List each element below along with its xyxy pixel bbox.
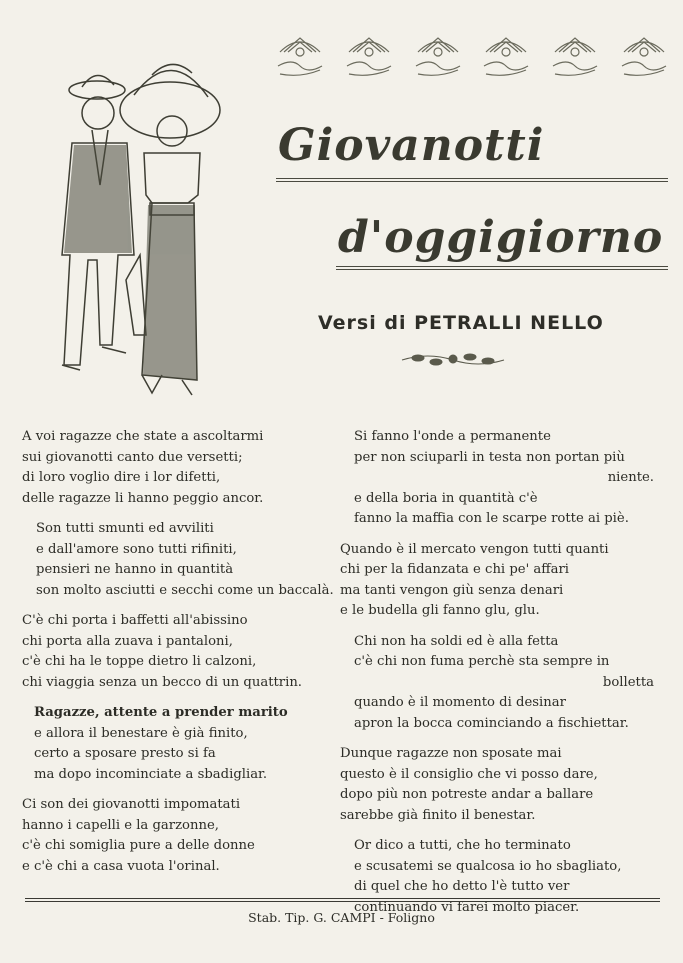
- verse-line: bolletta: [602, 674, 654, 690]
- verse-line: certo a sposare presto si fa: [34, 746, 216, 761]
- verse-line: sarebbe già finito il benestar.: [340, 807, 536, 823]
- verse-line: A voi ragazze che state a ascoltarmi: [22, 429, 264, 444]
- flower-ornament-icon: [478, 30, 534, 82]
- verse-line: chi porta alla zuava i pantaloni,: [22, 633, 233, 649]
- stanza: [340, 836, 658, 918]
- verse-line: C'è chi porta i baffetti all'abissino: [22, 613, 248, 628]
- verse-line: per non sciuparli in testa non portan più: [354, 449, 625, 465]
- stanza: [22, 427, 342, 509]
- title-line-2: d'oggigiorno: [338, 212, 664, 263]
- stanza: [22, 703, 342, 785]
- flower-ornament-icon: [410, 30, 466, 82]
- verse-line: delle ragazze li hanno peggio ancor.: [22, 490, 264, 506]
- verse-line: e c'è chi a casa vuota l'orinal.: [22, 858, 220, 874]
- verse-line: questo è il consiglio che vi posso dare,: [340, 766, 598, 782]
- left-column: [22, 427, 342, 887]
- verse-line: c'è chi non fuma perchè sta sempre in: [354, 654, 610, 669]
- verse-line: e dall'amore sono tutti rifiniti,: [36, 541, 237, 557]
- verse-line: son molto asciutti e secchi come un baccalà.: [36, 582, 334, 598]
- stanza: [22, 519, 342, 601]
- verse-line: chi viaggia senza un becco di un quattrin.: [22, 674, 303, 690]
- verse-line: chi per la fidanzata e chi pe' affari: [340, 562, 570, 577]
- verse-line: quando è il momento di desinar: [354, 695, 566, 710]
- stanza: [22, 611, 342, 693]
- verse-line: Quando è il mercato vengon tutti quanti: [340, 541, 609, 557]
- verse-line: sui giovanotti canto due versetti;: [22, 449, 243, 465]
- stanza: [22, 795, 342, 877]
- verse-line: hanno i capelli e la garzonne,: [22, 817, 219, 833]
- verse-line: c'è chi somiglia pure a delle donne: [22, 838, 255, 853]
- verse-line: ma tanti vengon giù senza denari: [340, 582, 564, 598]
- verse-line: pensieri ne hanno in quantità: [36, 562, 234, 577]
- verse-line: Chi non ha soldi ed è alla fetta: [354, 633, 559, 649]
- flower-ornament-icon: [272, 30, 328, 82]
- flower-ornament-icon: [547, 30, 603, 82]
- stanza: [340, 632, 658, 735]
- verse-line: e le budella gli fanno glu, glu.: [340, 603, 540, 618]
- verse-line: Si fanno l'onde a permanente: [354, 429, 551, 444]
- verse-line: di loro voglio dire i lor difetti,: [22, 470, 221, 485]
- ornament-row: [272, 30, 672, 85]
- stanza: [340, 427, 658, 530]
- verse-line: c'è chi ha le toppe dietro li calzoni,: [22, 654, 257, 669]
- verse-line: e scusatemi se qualcosa io ho sbagliato,: [354, 858, 622, 874]
- title-rule: [336, 266, 668, 270]
- verse-line: Son tutti smunti ed avviliti: [36, 521, 214, 536]
- footer-rule: [25, 898, 660, 902]
- verse-line: dopo più non potreste andar a ballare: [340, 787, 594, 802]
- title-rule: [276, 178, 668, 182]
- verse-line: continuando vi farei molto piacer.: [354, 899, 580, 915]
- verse-line: fanno la maffia con le scarpe rotte ai piè.: [354, 511, 629, 526]
- couple-illustration-icon: [22, 35, 222, 400]
- verse-line: Ragazze, attente a prender marito: [34, 705, 288, 720]
- flower-ornament-icon: [616, 30, 672, 82]
- verse-line: Or dico a tutti, che ho terminato: [354, 838, 571, 853]
- verse-line: Ci son dei giovanotti impomatati: [22, 797, 241, 812]
- verse-line: ma dopo incominciate a sbadigliar.: [34, 766, 268, 782]
- verse-line: e allora il benestare è già finito,: [34, 725, 248, 741]
- verse-line: niente.: [607, 470, 654, 485]
- verse-line: Dunque ragazze non sposate mai: [340, 746, 562, 761]
- right-column: [340, 427, 658, 928]
- verse-line: di quel che ho detto l'è tutto ver: [354, 879, 570, 894]
- printer-imprint: Stab. Tip. G. CAMPI - Foligno: [248, 910, 435, 925]
- stanza: [340, 744, 658, 826]
- title-line-1: Giovanotti: [278, 120, 545, 171]
- verse-line: apron la bocca cominciando a fischiettar.: [354, 715, 629, 731]
- fleuron-icon: [398, 348, 508, 370]
- byline: Versi di PETRALLI NELLO: [318, 312, 604, 334]
- verse-line: e della boria in quantità c'è: [354, 490, 538, 506]
- flower-ornament-icon: [341, 30, 397, 82]
- stanza: [340, 540, 658, 622]
